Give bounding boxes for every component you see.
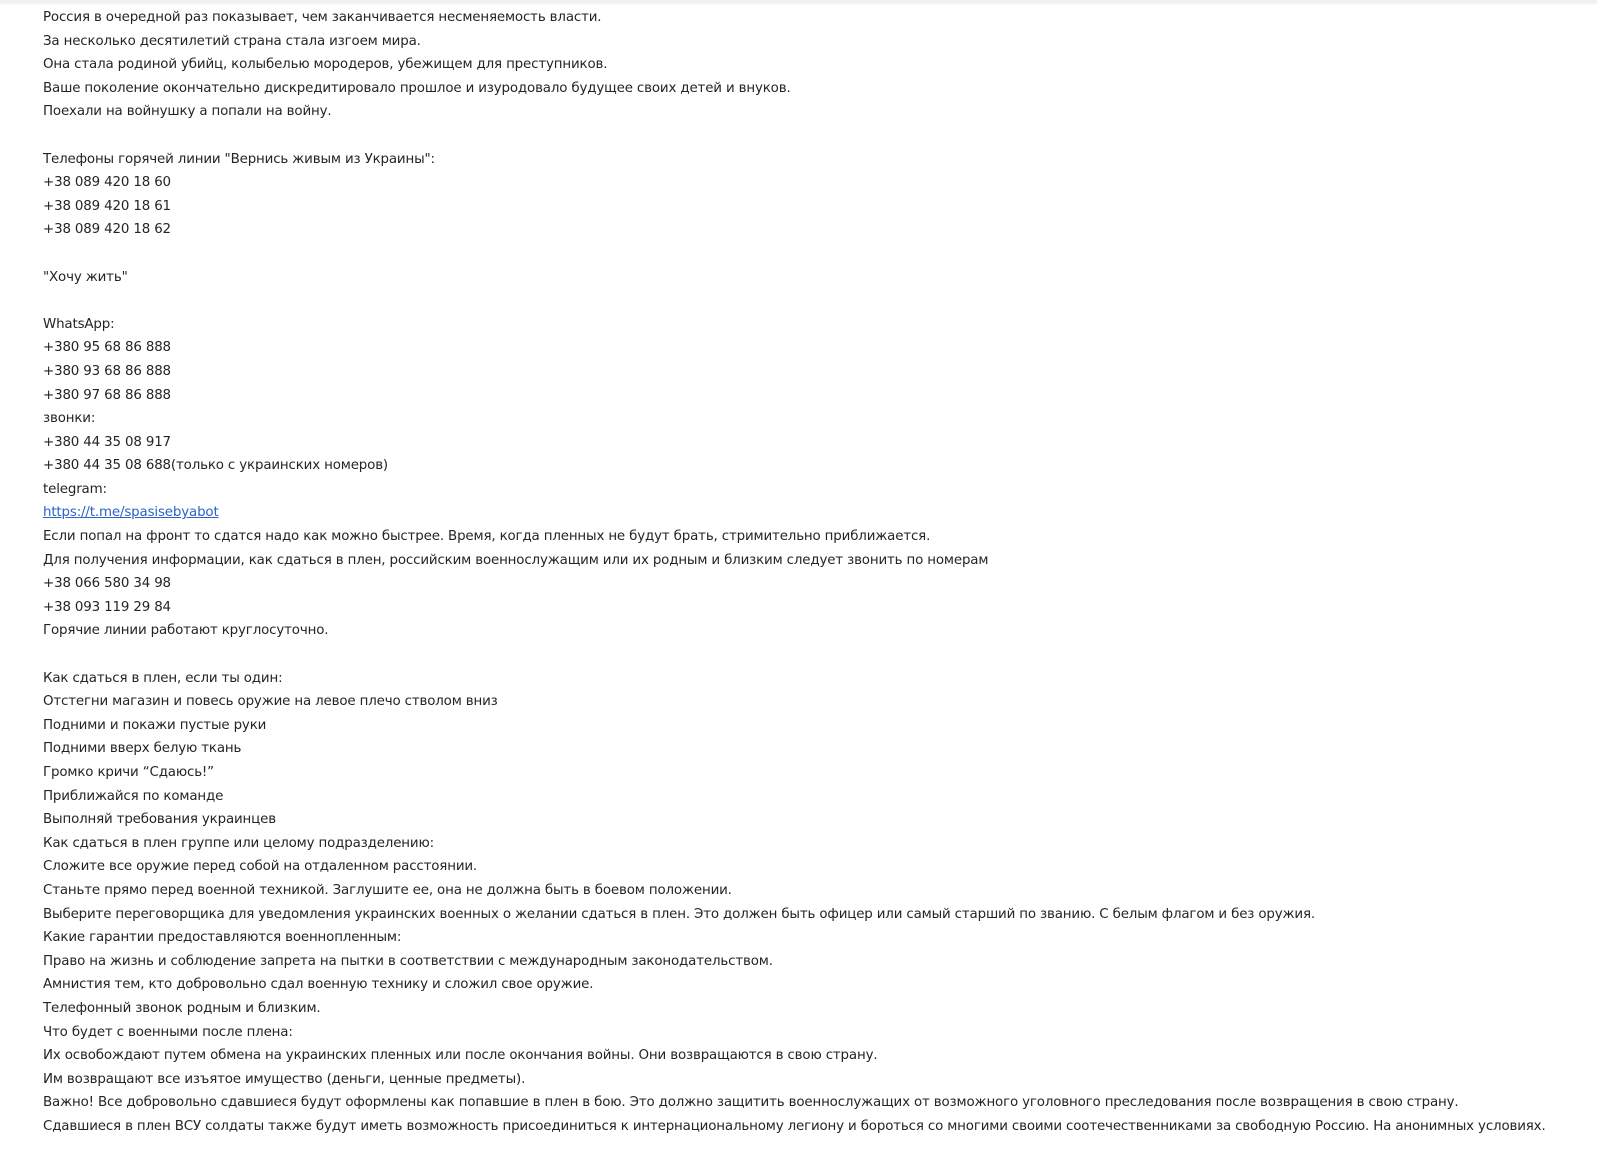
- group-step: Выберите переговорщика для уведомления украинских военных о желании сдаться в плен. Это должен быть офицер или самый старший по званию. С белым флагом и без оружия.: [43, 906, 1315, 922]
- surrender-info-section: [43, 525, 1583, 643]
- after-section: [43, 1021, 1583, 1139]
- whatsapp-label: WhatsApp:: [43, 316, 115, 332]
- group-step: Станьте прямо перед военной техникой. Заглушите ее, она не должна быть в боевом положении.: [43, 882, 732, 898]
- availability-text: Горячие линии работают круглосуточно.: [43, 623, 329, 639]
- after-heading: Что будет с военными после плена:: [43, 1024, 293, 1040]
- whatsapp-phone: +380 95 68 86 888: [43, 340, 171, 356]
- group-heading: Как сдаться в плен группе или целому подразделению:: [43, 835, 434, 851]
- group-step: Сложите все оружие перед собой на отдаленном расстоянии.: [43, 859, 478, 875]
- telegram-label: telegram:: [43, 481, 107, 497]
- intro-line: За несколько десятилетий страна стала изгоем мира.: [43, 33, 421, 49]
- blank-line: [43, 643, 1583, 667]
- want-to-live-section: [43, 313, 1583, 525]
- alone-step: Громко кричи “Сдаюсь!”: [43, 765, 214, 780]
- hotline-phone: +38 089 420 18 60: [43, 175, 171, 191]
- document-body: [43, 6, 1583, 1139]
- call-phone: +380 44 35 08 917: [43, 434, 171, 450]
- want-to-live-title: "Хочу жить": [43, 269, 128, 285]
- telegram-link[interactable]: https://t.me/spasisebyabot: [43, 505, 219, 521]
- hotline-section: [43, 148, 1583, 242]
- whatsapp-phone: +380 93 68 86 888: [43, 363, 171, 379]
- blank-line: [43, 124, 1583, 148]
- calls-label: звонки:: [43, 411, 96, 427]
- info-phone: +38 066 580 34 98: [43, 576, 171, 592]
- alone-heading: Как сдаться в плен, если ты один:: [43, 670, 283, 686]
- guarantee-item: Амнистия тем, кто добровольно сдал военную технику и сложил свое оружие.: [43, 977, 594, 993]
- hotline-heading: Телефоны горячей линии "Вернись живым из Украины":: [43, 151, 435, 167]
- alone-step: Подними и покажи пустые руки: [43, 717, 267, 733]
- urge-text: Если попал на фронт то сдатся надо как можно быстрее. Время, когда пленных не будут брать, стримительно приближается.: [43, 529, 931, 545]
- blank-line: [43, 242, 1583, 266]
- group-section: [43, 832, 1583, 926]
- alone-step: Отстегни магазин и повесь оружие на левое плечо стволом вниз: [43, 694, 498, 710]
- after-item: Им возвращают все изъятое имущество (деньги, ценные предметы).: [43, 1071, 526, 1087]
- after-item: Их освобождают путем обмена на украинских пленных или после окончания войны. Они возвращаются в свою страну.: [43, 1048, 878, 1064]
- info-text: Для получения информации, как сдаться в плен, российским военнослужащим или их родным и близким следует звонить по номерам: [43, 552, 989, 568]
- hotline-phone: +38 089 420 18 62: [43, 222, 171, 238]
- hotline-phone: +38 089 420 18 61: [43, 198, 171, 214]
- guarantees-section: [43, 926, 1583, 1020]
- call-phone: +380 44 35 08 688(только с украинских номеров): [43, 458, 389, 474]
- whatsapp-phone: +380 97 68 86 888: [43, 387, 171, 403]
- info-phone: +38 093 119 29 84: [43, 599, 171, 615]
- intro-line: Поехали на войнушку а попали на войну.: [43, 104, 332, 120]
- intro-line: Она стала родиной убийц, колыбелью мородеров, убежищем для преступников.: [43, 57, 608, 73]
- guarantees-heading: Какие гарантии предоставляются военнопленным:: [43, 930, 402, 946]
- alone-step: Приближайся по команде: [43, 788, 224, 804]
- guarantee-item: Право на жизнь и соблюдение запрета на пытки в соответствии с международным законодательством.: [43, 953, 773, 969]
- alone-step: Выполняй требования украинцев: [43, 812, 276, 828]
- after-item: Сдавшиеся в плен ВСУ солдаты также будут иметь возможность присоединиться к интернациональному легиону и бороться со многими своими соотечественниками за свободную Россию. На анонимных условиях.: [43, 1118, 1546, 1134]
- top-border: [0, 0, 1597, 3]
- alone-section: [43, 667, 1583, 832]
- blank-line: [43, 289, 1583, 313]
- alone-step: Подними вверх белую ткань: [43, 741, 242, 757]
- intro-line: Россия в очередной раз показывает, чем заканчивается несменяемость власти.: [43, 10, 602, 25]
- intro-section: [43, 6, 1583, 124]
- guarantee-item: Телефонный звонок родным и близким.: [43, 1000, 321, 1016]
- after-item: Важно! Все добровольно сдавшиеся будут оформлены как попавшие в плен в бою. Это должно защитить военнослужащих от возможного уголовного преследования после возвращения в свою страну.: [43, 1095, 1459, 1111]
- intro-line: Ваше поколение окончательно дискредитировало прошлое и изуродовало будущее своих детей и внуков.: [43, 80, 791, 96]
